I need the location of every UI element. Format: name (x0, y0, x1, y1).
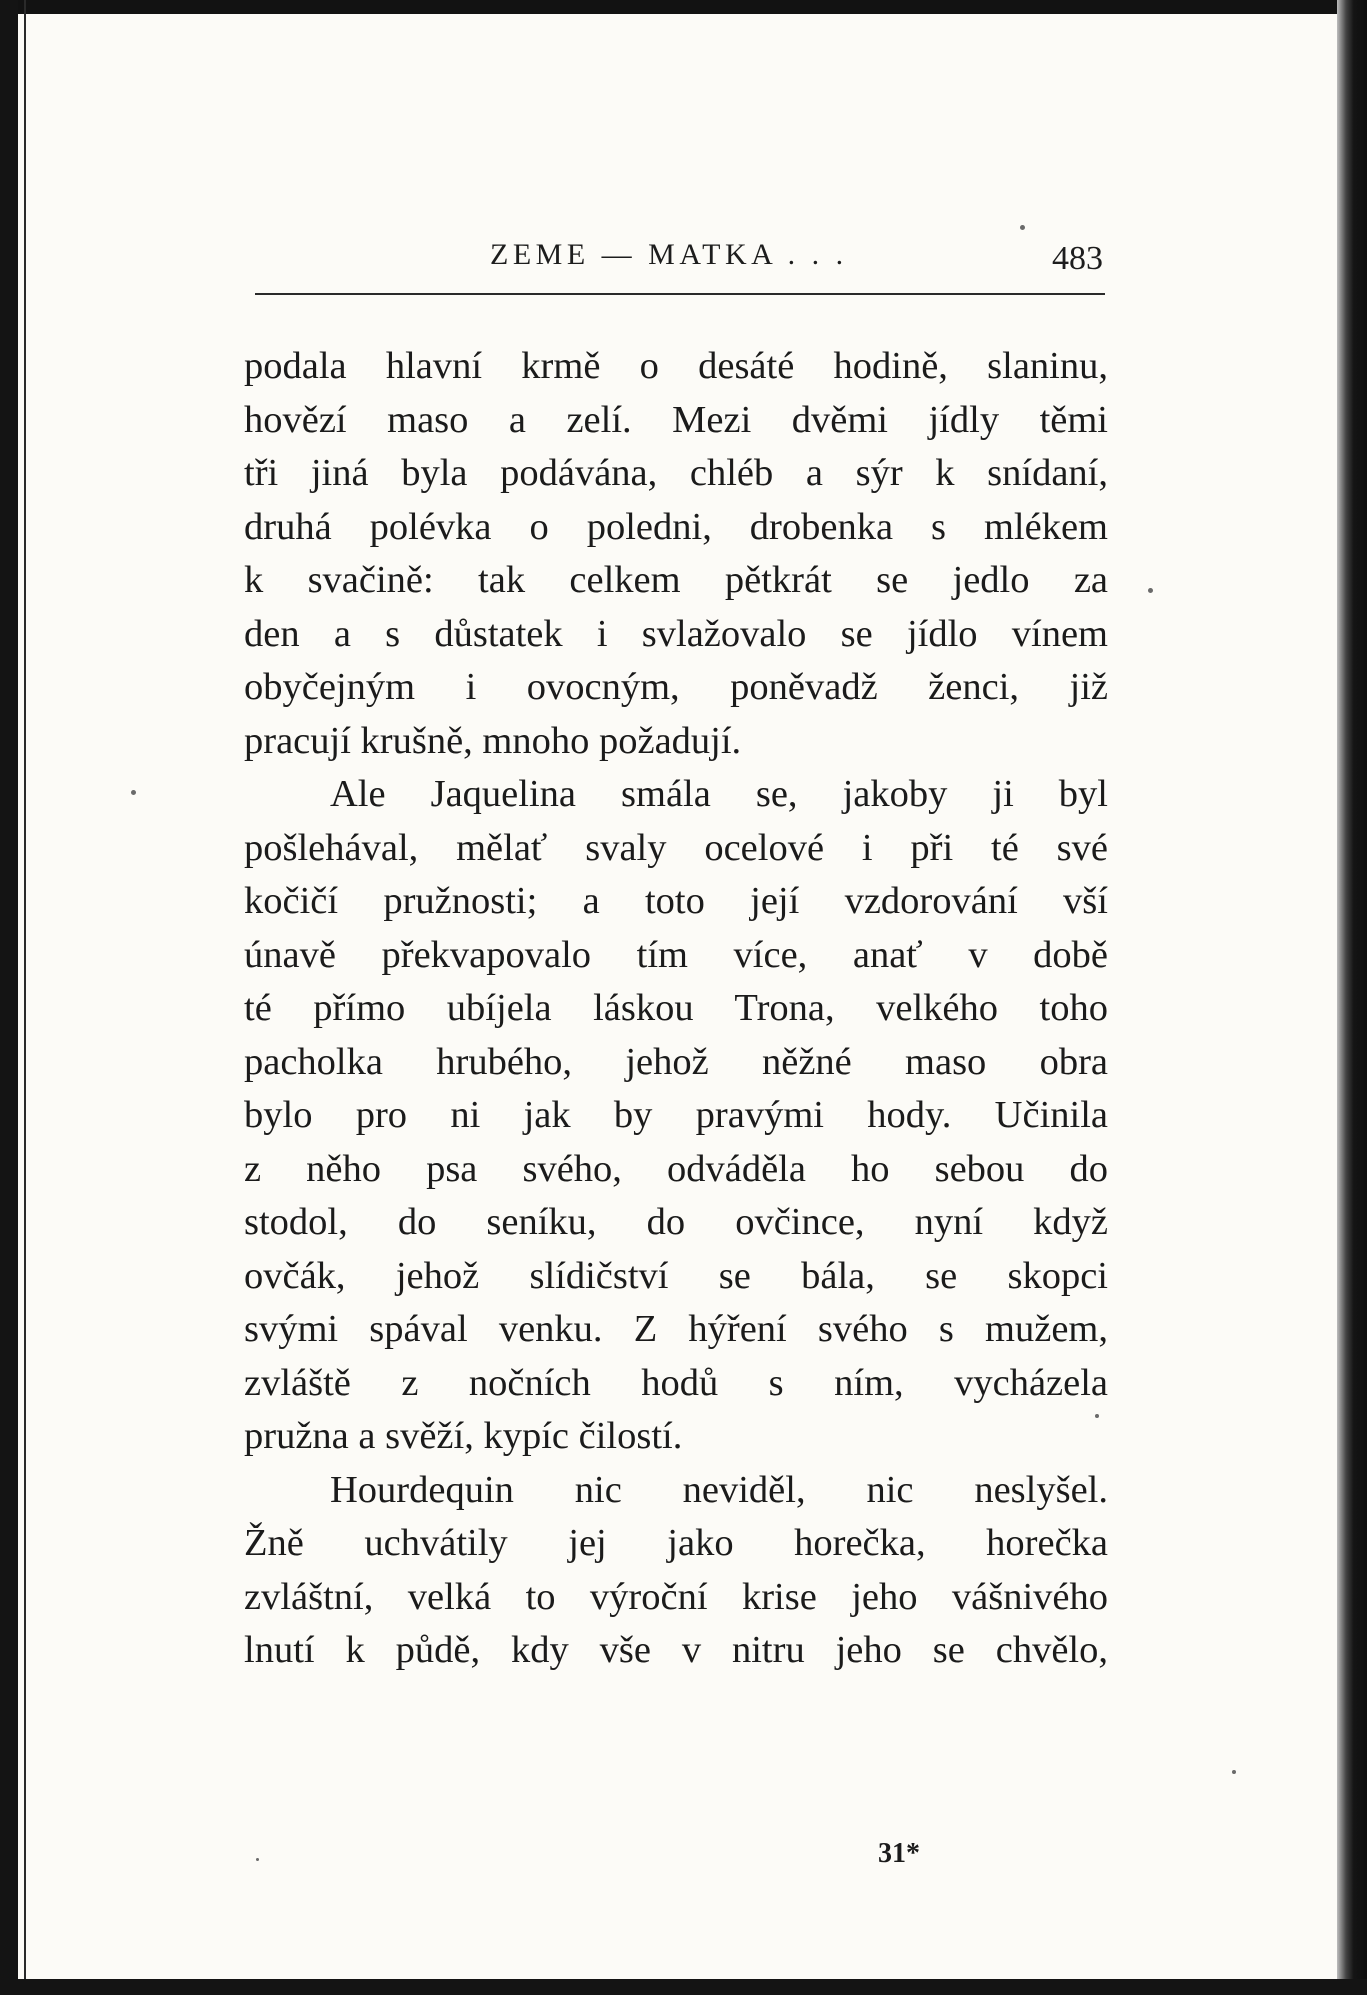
text-line: zvláštní, velká to výroční krise jeho vášnivého (244, 1575, 1108, 1618)
text-line: hovězí maso a zelí. Mezi dvěmi jídly těmi (244, 398, 1108, 441)
text-line: kočičí pružnosti; a toto její vzdorování vší (244, 880, 1108, 922)
scan-border-top (0, 0, 1367, 14)
header-rule (255, 293, 1105, 295)
scan-border-bottom (0, 1979, 1367, 1995)
text-line: tři jiná byla podávána, chléb a sýr k snídaní, (244, 452, 1108, 494)
scan-speck (256, 1858, 259, 1861)
text-line: k svačině: tak celkem pětkrát se jedlo za (244, 559, 1108, 601)
text-line: pružna a svěží, kypíc čilostí. (244, 1415, 683, 1457)
text-line: podala hlavní krmě o desáté hodině, slaninu, (244, 345, 1108, 387)
scan-speck (1232, 1770, 1236, 1774)
scan-speck (1020, 225, 1025, 230)
text-line: svými spával venku. Z hýření svého s mužem, (244, 1308, 1108, 1350)
text-line: pošlehával, mělať svaly ocelové i při té své (244, 826, 1108, 869)
text-line: bylo pro ni jak by pravými hody. Učinila (244, 1094, 1108, 1136)
scan-speck (1148, 588, 1153, 593)
text-line: z něho psa svého, odváděla ho sebou do (244, 1147, 1108, 1190)
text-line: ovčák, jehož slídičství se bála, se skopci (244, 1254, 1108, 1297)
text-line: té přímo ubíjela láskou Trona, velkého toho (244, 987, 1108, 1029)
scan-border-right (1337, 0, 1367, 1995)
running-title: ZEME — MATKA . . . (490, 238, 848, 271)
paragraph-first-line: Hourdequin nic neviděl, nic neslyšel. (330, 1468, 1108, 1511)
text-line: lnutí k půdě, kdy vše v nitru jeho se chvělo, (244, 1629, 1108, 1671)
scan-speck (1095, 1414, 1099, 1418)
text-line: zvláště z nočních hodů s ním, vycházela (244, 1361, 1108, 1404)
page-number: 483 (1052, 240, 1103, 277)
scan-border-left-inner (24, 0, 26, 1995)
body-text (244, 340, 1108, 1678)
scan-speck (131, 790, 136, 795)
text-line: stodol, do seníku, do ovčince, nyní když (244, 1201, 1108, 1243)
text-line: Žně uchvátily jej jako horečka, horečka (244, 1522, 1108, 1564)
text-line: pracují krušně, mnoho požadují. (244, 719, 742, 762)
printer-signature-mark: 31* (878, 1838, 920, 1869)
text-line: pacholka hrubého, jehož něžné maso obra (244, 1040, 1108, 1083)
text-line: druhá polévka o poledni, drobenka s mlékem (244, 505, 1108, 548)
scan-border-left (0, 0, 18, 1995)
text-line: obyčejným i ovocným, poněvadž ženci, již (244, 666, 1108, 708)
paragraph-first-line: Ale Jaquelina smála se, jakoby ji byl (330, 773, 1108, 815)
text-line: únavě překvapovalo tím více, anať v době (244, 933, 1108, 976)
text-line: den a s důstatek i svlažovalo se jídlo vínem (244, 612, 1108, 655)
